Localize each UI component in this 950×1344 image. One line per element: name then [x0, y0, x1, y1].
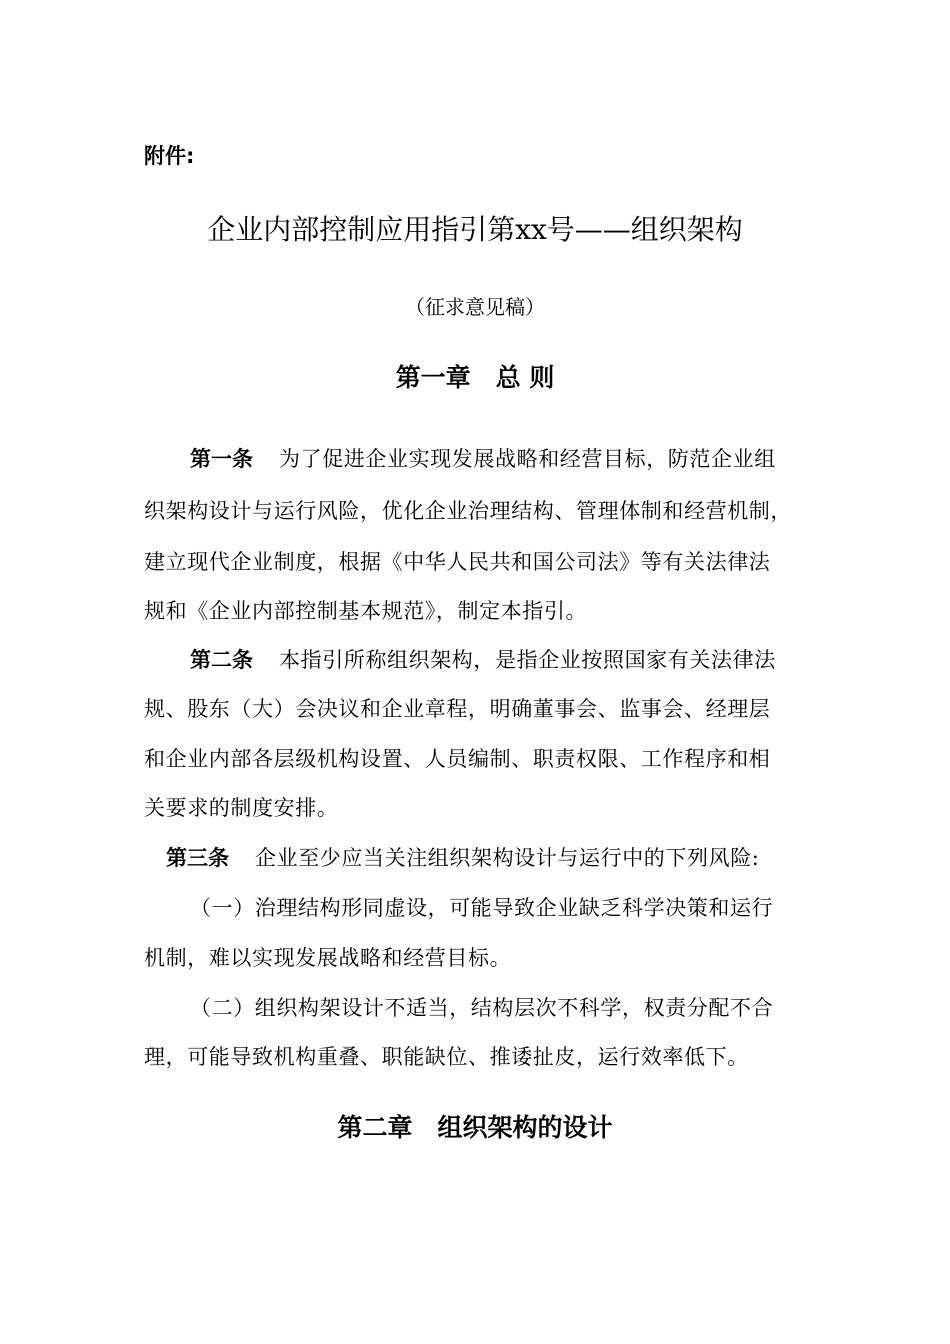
- attachment-label: 附件:: [144, 144, 195, 168]
- document-subtitle: （征求意见稿）: [405, 295, 545, 319]
- article-1-label: 第一条: [190, 447, 253, 471]
- risk-item-2-line: （二）组织构架设计不适当，结构层次不科学，权责分配不合: [190, 996, 774, 1020]
- article-1-line: 规和《企业内部控制基本规范》，制定本指引。: [144, 599, 588, 623]
- article-2-text: 本指引所称组织架构，是指企业按照国家有关法律法: [279, 648, 776, 672]
- article-1-line: 建立现代企业制度，根据《中华人民共和国公司法》等有关法律法: [144, 550, 771, 574]
- chapter-heading-design: 第二章 组织架构的设计: [337, 1113, 613, 1142]
- risk-item-1-line: 机制，难以实现发展战略和经营目标。: [144, 946, 512, 970]
- article-1-text: 为了促进企业实现发展战略和经营目标，防范企业组: [279, 447, 776, 471]
- article-3-text: 企业至少应当关注组织架构设计与运行中的下列风险:: [255, 846, 760, 870]
- article-1-line: 织架构设计与运行风险，优化企业治理结构、管理体制和经营机制，: [144, 499, 792, 523]
- article-2-label: 第二条: [190, 648, 253, 672]
- chapter-heading-general: 第一章 总 则: [395, 363, 555, 392]
- article-2-line: 规、股东（大）会决议和企业章程，明确董事会、监事会、经理层: [144, 697, 771, 721]
- risk-item-1-line: （一）治理结构形同虚设，可能导致企业缺乏科学决策和运行: [190, 896, 774, 920]
- article-1-first-line: [190, 443, 776, 473]
- document-title: 企业内部控制应用指引第xx号——组织架构: [207, 213, 743, 246]
- article-2-line: 关要求的制度安排。: [144, 796, 339, 820]
- article-2-first-line: [190, 644, 776, 674]
- risk-item-2-line: 理，可能导致机构重叠、职能缺位、推诿扯皮，运行效率低下。: [144, 1045, 749, 1069]
- article-3-first-line: [166, 842, 759, 872]
- article-2-line: 和企业内部各层级机构设置、人员编制、职责权限、工作程序和相: [144, 747, 771, 771]
- article-3-label: 第三条: [166, 846, 229, 870]
